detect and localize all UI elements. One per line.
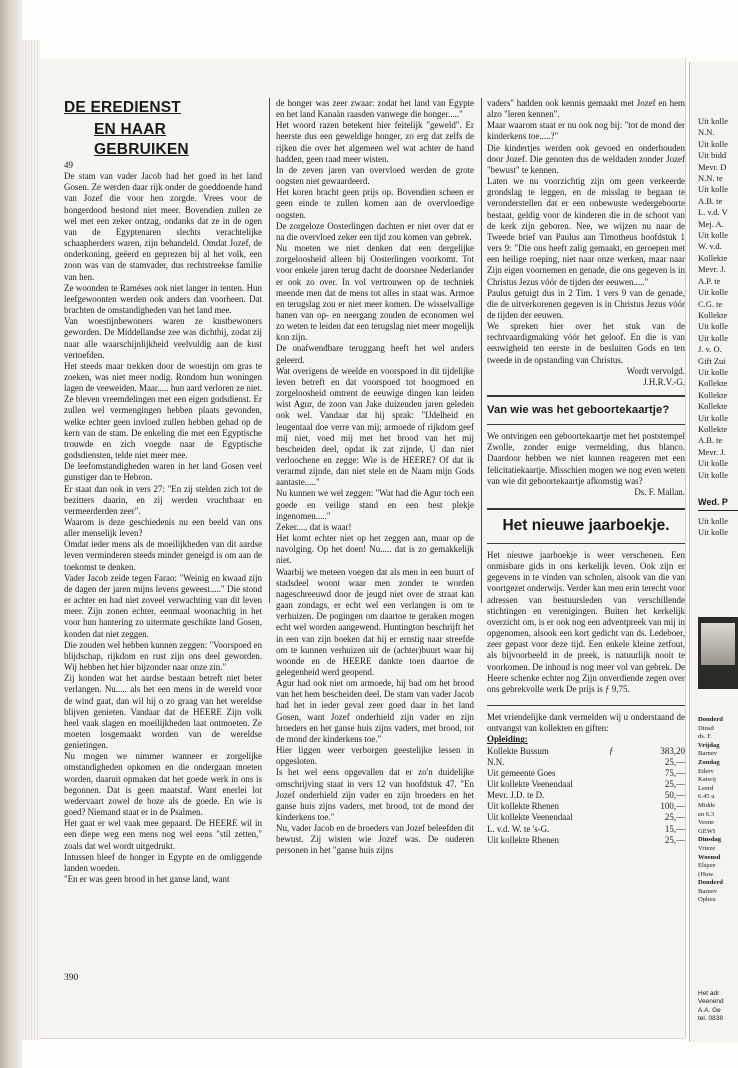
gift-row [487, 757, 685, 768]
list-item: C.G. te [698, 298, 723, 309]
gift-currency [609, 801, 647, 812]
list-item: L. v.d. V [698, 207, 728, 218]
section-rule [487, 543, 685, 544]
paragraph: Wat overigens de weelde en voorspoed in dit tijdelijke leven betreft en dat voorspoed tot hoogmoed en zorgeloosheid omtrent de eeuwige dingen kan leiden wist Agur, de zoon van Jake duizenden jaren geleden ook wel. Vandaar dat hij sprak: "IJdelheid en leugentaal doe verre van mij; armoede of rijkdom geef mij niet, voed mij met het brood van het mij bescheiden deel, opdat ik zat zijnde, U dan niet verloochene en zegge: Wie is de HEERE? Of dat ik verarmd zijnde, dan niet stele en de Naam mijn Gods aantaste....." [276, 365, 474, 488]
column-divider-1 [269, 98, 270, 603]
list-item: A.B. te [698, 435, 723, 446]
gift-amount: 15,— [664, 823, 685, 834]
section-rule [698, 510, 738, 511]
service-line: Veene [698, 819, 715, 827]
article-column-2 [276, 98, 474, 857]
service-line: Vrieze [698, 844, 716, 852]
footer-line: tel. 0838 [698, 1015, 723, 1023]
list-item: Uit kolle [698, 230, 728, 241]
service-line: Midde [698, 801, 716, 809]
paragraph: De stam van vader Jacob had het goed in het land Gosen. Ze werden daar rijk onder de goeddoende hand van Jozef die voor hen zorgde. Vrees voor de hongerdood bestond niet meer. Bovendien zullen ze wel met een zeker ontzag, ondanks dat ze in de ogen van de Egyptenaren slechts verachtelijke schaapherders waren, zijn behandeld. Omdat Jozef, de onderkoning, geëerd en geprezen bij al het volk, een zoon was van de stamvader, dus rechtstreekse familie van hen. [64, 171, 262, 282]
footer-line: Het adr [698, 990, 720, 997]
service-line: Opheu [698, 896, 716, 904]
article-column-1 [64, 98, 262, 885]
list-item: Kollekte [698, 378, 728, 389]
paragraph: Zij konden wat het aardse bestaan betreft niet beter verlangen. Nu..... als het een mens in de wereld voor de wind gaat, dan wil hij o zo graag van het wereldse blijven genieten. Vandaar dat de HEERE Zijn volk heel vaak slagen en moeilijkheden laat ontmoeten. Ze moeten losgemaakt worden van de wereldse genietingen. [64, 673, 262, 751]
list-item: Uit kolle [698, 116, 728, 126]
service-line: 6.45 u [698, 793, 715, 801]
gift-label: Uit kollekte Veenendaal [487, 812, 573, 823]
gift-currency [609, 757, 647, 768]
service-line: Elspee [698, 862, 716, 870]
facing-page-edge [689, 62, 738, 1042]
footer-line: A.A. Ge [698, 1006, 721, 1014]
book-binding [0, 0, 22, 1068]
list-item: Uit kolle [698, 366, 728, 377]
paragraph: Nu, vader Jacob en de broeders van Jozef beleefden dit bewust. Zij wisten wie Jozef was. De ouderen personen in het "ganse huis zijns [276, 823, 474, 856]
gift-row [487, 824, 685, 835]
paragraph: Nu kunnen we wel zeggen: "Wat had die Agur toch een goede en veilige stand en een best plekje ingenomen....." [276, 488, 474, 521]
paragraph: Nu moeten we niet denken dat een dergelijke zorgeloosheid alleen bij Oosterlingen voorkomt. Tot voor enkele jaren terug dacht de doorsnee Nederlander er ook zo over. In vol vertrouwen op de techniek meende men dat de mens tot alles in staat was. Armoe en terugslag zou er niet meer komen. De wisselvallige banen van op- en neergang zouden de economen wel zo weten te leiden dat een terugslag niet meer mogelijk kon zijn. [276, 243, 474, 343]
list-item: Uit kolle [698, 469, 728, 480]
gift-amount: 25,— [664, 778, 685, 789]
service-line: Ederv [698, 767, 714, 775]
paragraph: Hier liggen weer verborgen geestelijke lessen in opgesloten. [276, 745, 474, 767]
gift-label: N.N. [487, 756, 505, 767]
list-item: Kollekte [698, 423, 728, 434]
section-rule [487, 395, 685, 397]
list-item: Kollekte [698, 252, 728, 263]
article-title-line-2: EN HAAR GEBRUIKEN [94, 121, 189, 158]
facing-page-church-services [698, 716, 723, 905]
service-line: en 6.3 [698, 810, 715, 818]
section-rule [487, 508, 685, 510]
paragraph: De zorgeloze Oosterlingen dachten er niet over dat er na die overvloed zeker een tijd zou komen van gebrek. [276, 220, 474, 242]
facing-page-gift-list [698, 116, 728, 481]
list-item: N.N. [698, 127, 715, 138]
paragraph: Omdat ieder mens als de moeilijkheden van dit aardse leven verminderen steeds minder geneigd is om aan de toekomst te denken. [64, 539, 262, 572]
gift-row [487, 812, 685, 823]
facing-page-footer [698, 990, 724, 1024]
section-rule [487, 424, 685, 425]
list-item: Mej. A. [698, 218, 724, 229]
list-item: Uit kolle [698, 184, 728, 195]
list-item: Kollekte [698, 309, 728, 320]
gift-currency [609, 768, 647, 779]
gift-amount: 25,— [664, 756, 685, 767]
gift-amount: 50,— [664, 790, 685, 801]
article-column-3 [487, 98, 685, 846]
paragraph: Het komt echter niet op het zeggen aan, maar op de navolging. Op het doen! Nu..... dat is zo gemakkelijk niet. [276, 533, 474, 566]
paragraph: Het steeds maar trekken door de woestijn om gras te zoeken, was niet meer nodig. Rondom hun woningen lagen de veeweiden. Maar..... hun aard verloren ze niet. Ze bleven vreemdelingen met een eigen godsdienst. Er zullen wel vermengingen hebben plaats gevonden, welke echter geen invloed zullen hebben gehad op de kern van de stam. De enkeling die met een Egyptische trouwde en zich voegde naar de Egyptische godsdiensten, telde niet meer mee. [64, 360, 262, 461]
list-item: Gift Zui [698, 355, 726, 366]
list-item: Uit kolle [698, 527, 728, 538]
section-rule [487, 705, 685, 706]
list-item: J. v. O. [698, 344, 722, 355]
paragraph: In de zeven jaren van overvloed werden de grote oogsten niet gewaardeerd. [276, 164, 474, 187]
birthcard-signature: Ds. F. Mallan. [634, 486, 685, 497]
list-item: Kollekte [698, 389, 728, 400]
photo-image [701, 623, 735, 665]
gift-currency [609, 835, 647, 846]
facing-page-photo [698, 617, 738, 689]
list-item: W. v.d. [698, 241, 722, 252]
paragraph: Het koren bracht geen prijs op. Bovendien scheen er geen einde te zullen komen aan de overvloedige oogsten. [276, 187, 474, 220]
service-day: Dinsdag [698, 836, 722, 844]
list-item: Uit kolle [698, 287, 728, 298]
list-item: Uit kolle [698, 458, 728, 469]
paragraph: Ze woonden te Raméses ook niet langer in tenten. Hun leefgewoonten werden ook anders dan voorheen. Dat brachten de omstandigheden van het land mee. [64, 282, 262, 316]
gift-row [487, 790, 685, 801]
gift-currency [609, 824, 647, 835]
paragraph: We spreken hier over het stuk van de rechtvaardigmaking vóór het geloof. En die is van eeuwigheid ten eerste in de besluiten Gods en ten tweede in de opstanding van Christus. [487, 321, 685, 365]
service-line: Leerd [698, 784, 714, 792]
service-day: Donderd [698, 716, 723, 723]
paragraph: Van woestijnbewoners waren ze kustbewoners geworden. De Middellandse zee was dichtbij, zodat zij naar alle waarschijnlijkheid veelvuldig aan de kust vertoefden. [64, 316, 262, 360]
list-item: N.N. te [698, 173, 723, 184]
paragraph: "En er was geen brood in het ganse land, want [64, 874, 230, 884]
paragraph: Maar waarom staat er nu ook nog bij: "tot de mond der kinderkens toe.....?" [487, 120, 685, 142]
gifts-intro: Met vriendelijke dank vermelden wij u onderstaand de ontvangst van kollekten en giften: [487, 712, 685, 734]
list-item: Uit kolle [698, 412, 728, 423]
footer-line: Veenend [698, 998, 724, 1006]
gift-currency [609, 812, 647, 823]
paragraph: Agur had ook niet om armoede, hij bad om het brood van het hem bescheiden deel. De stam van vader Jacob had het in ieder geval zeer goed daar in het land Gosen, want Jozef onderhield zijn vader en zijn broeders en het ganse huis zijns vaders, met brood, tot de mond der kinderkens toe." [276, 678, 474, 744]
service-line: ds. F. [698, 733, 712, 741]
facing-page-wed-heading: Wed. P [698, 497, 728, 507]
gift-amount: 25,— [664, 812, 685, 823]
service-line: GEWI [698, 827, 716, 835]
paragraph: Het woord razen betekent hier feitelijk "geweld". Er heerste dus een geweldige honger, zo erg dat zelfs de rijken die over het algemeen wel wat achter de hand hadden, geen raad meer wisten. [276, 120, 474, 164]
list-item: Uit kolle [698, 332, 728, 343]
service-day: Woensd [698, 853, 721, 861]
paragraph: De onafwendbare teruggang heeft het wel anders geleerd. [276, 343, 474, 365]
service-day: Donderd [698, 879, 723, 887]
gifts-heading: Opleiding: [487, 734, 528, 745]
paragraph: Paulus getuigt dus in 2 Tim. 1 vers 9 van de genade, die de uitverkorenen gegeven is in Christus Jezus vóór de tijden der eeuwen. [487, 287, 685, 320]
gift-currency: ƒ [609, 745, 614, 756]
paragraph: Die zouden wel hebben kunnen zeggen: "Voorspoed en blijdschap, rijkdom en rust zijn ons deel geworden. Wij hebben het hier bijzonder naar onze zin." [64, 639, 262, 673]
service-line: Barnev [698, 887, 718, 895]
service-day: Zondag [698, 758, 720, 766]
column-divider-2 [481, 98, 482, 603]
list-item: Mevr. J. [698, 446, 726, 457]
birthcard-title: Van wie was het geboortekaartje? [487, 404, 670, 417]
list-item: A.P. te [698, 275, 721, 286]
service-line: (Huw. [698, 870, 715, 878]
article-continued-note: Wordt vervolgd. [626, 365, 685, 376]
gift-label: Mevr. J.D. te D. [487, 790, 545, 801]
paragraph: vaders" hadden ook kennis gemaakt met Jozef en hem alzo "leren kennen". [487, 98, 685, 120]
yearbook-text: Het nieuwe jaarboekje is weer verschenen. Een onmisbare gids in ons kerkelijk leven. Ook zijn er gegevens in te vinden van scholen, alsook van die van voortgezet onderwijs. Verder kan men erin terecht voor adressen van bestuursleden van verschillende stichtingen en verenigingen. Buiten het kerkelijk overzicht om, is er ook nog een adventpreek van mij in opgenomen, alsook een kort gedicht van ds. Ledeboer, zeer gepast voor deze tijd. Een enkele kleine zetfout, als bijvoorbeeld in de preek, is natuurlijk nooit te voorkomen. De inhoud is nog meer vol van gebrek. De Heere schenke echter nog Zijn onverdiende zegen over ons gebrekvolle werk De prijs is ƒ 9,75. [487, 550, 685, 694]
gift-label: Uit gemeente Goes [487, 767, 556, 778]
service-line: Dinsd [698, 724, 714, 732]
paragraph: Is het wel eens opgevallen dat er zo'n duidelijke omschrijving staat in vers 12 van hoofdstuk 47. "En Jozef onderhield zijn vader en zijn broeders en het ganse huis zijns vaders, met brood, tot de mond der kinderkens toe." [276, 767, 474, 822]
paragraph: Intussen bleef de honger in Egypte en de omliggende landen woeden. [64, 851, 262, 873]
gift-amount: 100,— [660, 801, 685, 812]
list-item: Mevr. D [698, 161, 727, 172]
gift-label: Uit kollekte Rhenen [487, 834, 559, 845]
paragraph: Zeker..... dat is waar! [276, 521, 352, 532]
service-day: Vrijdag [698, 741, 720, 749]
gift-label: Kollekte Bussum [487, 745, 549, 756]
article-title-line-1: DE EREDIENST [64, 99, 181, 116]
gift-label: Uit kollekte Veenendaal [487, 778, 573, 789]
paragraph: Er staat dan ook in vers 27: "En zij stelden zich tot de bezitters daarin, en zij werden vruchtbaar en vermeerderden zeer". [64, 483, 262, 516]
paragraph: de honger was zeer zwaar: zodat het land van Egypte en het land Kanaän raasden vanwege die honger....." [276, 98, 474, 120]
list-item: Mevr. J. [698, 264, 726, 275]
gift-row [487, 835, 685, 846]
gift-row [487, 801, 685, 812]
list-item: Kollekte [698, 401, 728, 412]
birthcard-text: We ontvingen een geboortekaartje met het poststempel Zwolle, zonder enige vermelding, dus blanco. Daardoor hebben we niet kunnen reageren met een felicitatiekaartje. Misschien mogen we nog even weten van wie dit geboortekaartje afkomstig was? [487, 431, 685, 486]
service-line: Katwij [698, 776, 716, 784]
gift-row [487, 768, 685, 779]
page-stack-edge [22, 40, 40, 1040]
article-part-number: 49 [64, 160, 73, 170]
yearbook-title: Het nieuwe jaarboekje. [502, 517, 670, 534]
gift-row [487, 779, 685, 790]
gift-amount: 25,— [664, 834, 685, 845]
paragraph: Waarbij we meteen voegen dat als men in een buurt of stadsdeel woont waar men zonder te worden nageschreeuwd door de jeugd niet over de straat kan gaan zondags, er echt wel een verlangen is om te verhuizen. De pogingen om daartoe te geraken mogen echt wel worden aangewend. Huntington beschrijft het in een van zijn boeken dat hij er ernstig naar streefde om te kunnen verhuizen uit de (achter)buurt waar hij woonde en de HEERE dankte toen daartoe de gelegenheid werd geopend. [276, 566, 474, 677]
list-item: Uit bidd [698, 150, 727, 161]
paragraph: Die kindertjes werden ook gevoed en onderhouden door Jozef. Die genoten dus de weldaden zonder Jozef "bewust" te kennen. [487, 142, 685, 175]
gift-amount: 75,— [664, 767, 685, 778]
list-item: Uit kolle [698, 138, 728, 149]
list-item: A.B. te [698, 195, 723, 206]
gift-label: L. v.d. W. te 's-G. [487, 823, 550, 834]
paragraph: Nu mogen we nimmer wanneer er zorgelijke omstandigheden opkomen en die ondergaan moeten worden, daaruit opmaken dat het goede werk in ons is begonnen. Dat is geen maatstaf. Want enerlei lot wedervaart zowel de boze als de goede. En wie is goed? Niemand staat er in de Psalmen. [64, 751, 262, 818]
paragraph: De leefomstandigheden waren in het land Gosen veel gunstiger dan te Hebron. [64, 461, 262, 483]
gift-currency [609, 779, 647, 790]
magazine-page [40, 58, 685, 1038]
gift-label: Uit kollekte Rhenen [487, 801, 559, 812]
paragraph: Laten we nu voorzichtig zijn om geen verkeerde grondslag te leggen, en de misslag te begaan te veronderstellen dat er een onbewuste wedergeboorte bestaat, geldig voor de kinderen die in de schoot van de kerk zijn geboren. Nee, we wijzen nu naar de Tweede brief van Paulus aan Timotheus hoofdstuk 1 vers 9: "Die ons heeft zalig gemaakt, en geroepen met een heilige roeping, niet naar onze werken, maar naar Zijn eigen voornemen en genade, die ons gegeven is in Christus Jezus vóór de tijden der eeuwen....." [487, 176, 685, 287]
service-line: Barnev [698, 750, 718, 758]
gift-row [487, 746, 685, 757]
facing-page-wed-list [698, 516, 728, 539]
paragraph: Het gaat er wel vaak mee gepaard. De HEERE wil in een diepe weg een mens nog wel eens "stil zetten," zoals dat wel wordt uitgedrukt. [64, 818, 262, 851]
list-item: Uit kolle [698, 321, 728, 332]
page-number: 390 [64, 973, 79, 983]
paragraph: Waarom is deze geschiedenis nu een beeld van ons aller menselijk leven? [64, 517, 262, 539]
gift-currency [609, 790, 647, 801]
paragraph: Vader Jacob zeide tegen Farao: "Weinig en kwaad zijn de dagen der jaren mijns levens geweest....." Die stond er achter en had niet zoveel verwachting van dit leven meer. Zijn zonen echter, eenmaal woonachtig in het voor hun hantering zo uitermate geschikte land Gosen, konden dat niet zeggen. [64, 572, 262, 639]
article-author: J.H.R.V.-G. [643, 376, 685, 387]
list-item: Uit kolle [698, 516, 728, 526]
gift-amount: 383,20 [660, 745, 685, 756]
